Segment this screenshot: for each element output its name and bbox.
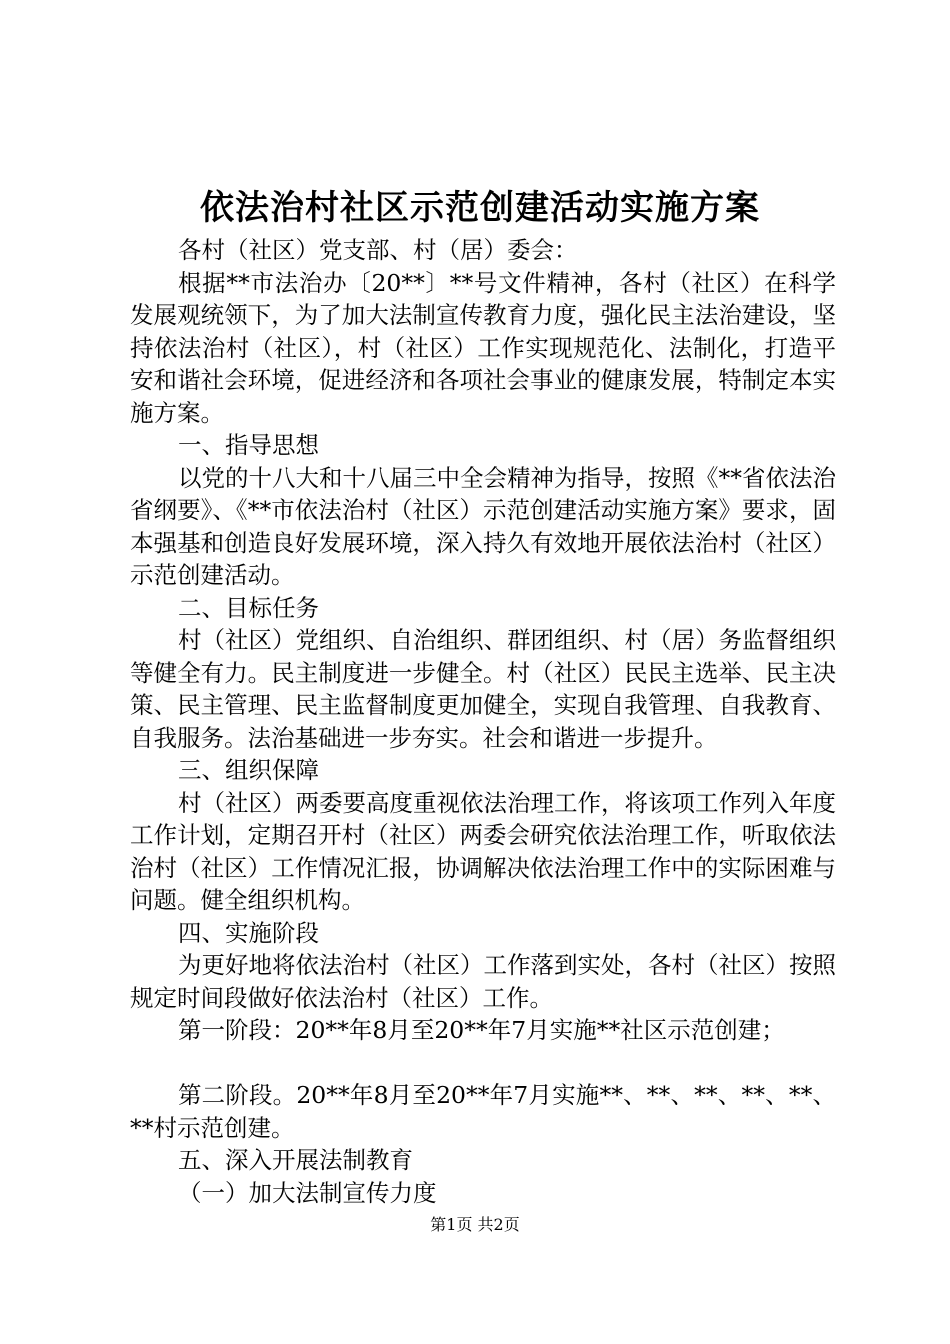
- section-heading-2: 二、目标任务: [178, 593, 319, 622]
- section-text-2: 村（社区）党组织、自治组织、群团组织、村（居）务监督组织等健全有力。民主制度进一步健全。村（社区）民民主选举、民主决策、民主管理、民主监督制度更加健全，实现自我管理、自我教育、自我服务。法治基础进一步夯实。社会和谐进一步提升。: [130, 626, 836, 752]
- document-body: [130, 234, 836, 1209]
- intro-paragraph: 根据**市法治办〔20**〕**号文件精神，各村（社区）在科学发展观统领下，为了加大法制宣传教育力度，强化民主法治建设，坚持依法治村（社区），村（社区）工作实现规范化、法制化，打造平安和谐社会环境，促进经济和各项社会事业的健康发展，特制定本实施方案。: [130, 268, 836, 427]
- section-heading-4: 四、实施阶段: [178, 918, 319, 947]
- section-text-1: 以党的十八大和十八届三中全会精神为指导，按照《**省依法治省纲要》、《**市依法治村（社区）示范创建活动实施方案》要求，固本强基和创造良好发展环境，深入持久有效地开展依法治村（社区）示范创建活动。: [130, 463, 836, 589]
- section-text-3: 村（社区）两委要高度重视依法治理工作，将该项工作列入年度工作计划，定期召开村（社区）两委会研究依法治理工作，听取依法治村（社区）工作情况汇报，协调解决依法治理工作中的实际困难与问题。健全组织机构。: [130, 788, 836, 914]
- section-text-4: 为更好地将依法治村（社区）工作落到实处，各村（社区）按照规定时间段做好依法治村（社区）工作。: [130, 951, 836, 1012]
- phase-1: 第一阶段：20**年8月至20**年7月实施**社区示范创建；: [178, 1016, 785, 1044]
- salutation: 各村（社区）党支部、村（居）委会：: [178, 236, 578, 264]
- section-heading-1: 一、指导思想: [178, 431, 319, 459]
- page-footer: 第1页 共2页: [430, 1215, 520, 1234]
- section-heading-3: 三、组织保障: [178, 756, 319, 784]
- blank-line: [130, 1047, 836, 1080]
- subsection-heading-1: （一）加大法制宣传力度: [178, 1178, 437, 1207]
- phase-2: 第二阶段。20**年8月至20**年7月实施**、**、**、**、**、**村示范创建。: [130, 1081, 836, 1142]
- document-title: 依法治村社区示范创建活动实施方案: [200, 188, 760, 228]
- section-heading-5: 五、深入开展法制教育: [178, 1146, 413, 1174]
